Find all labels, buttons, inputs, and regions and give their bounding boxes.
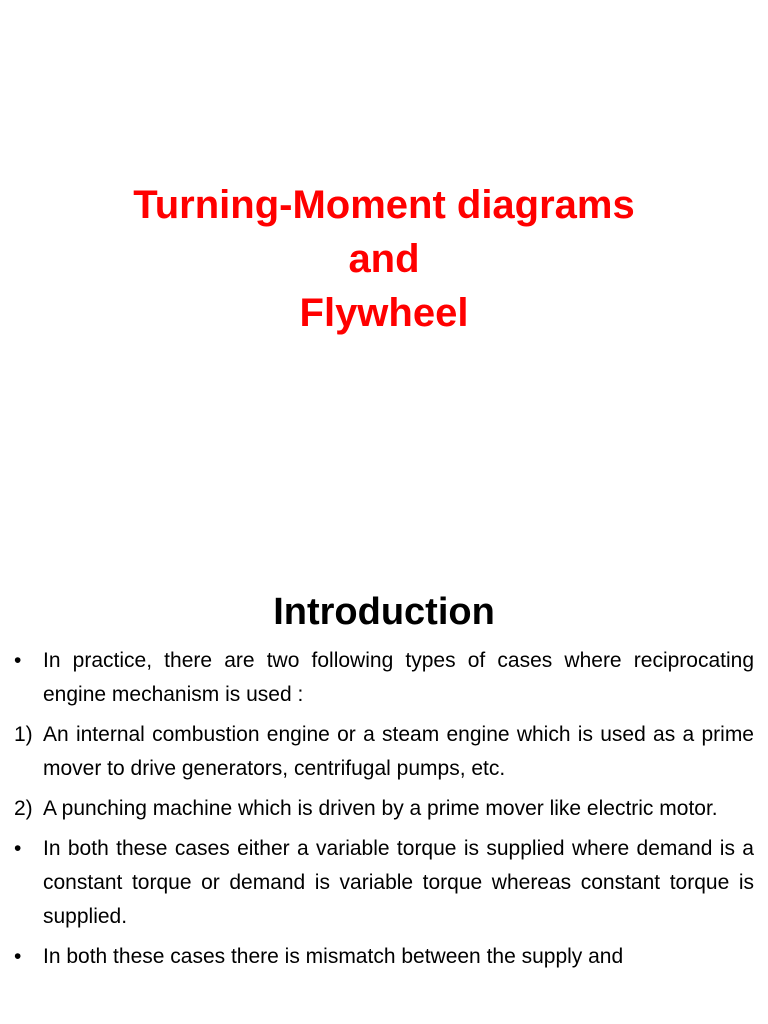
bullet-marker: • (14, 945, 22, 968)
list-item (14, 644, 754, 712)
list-item (14, 940, 754, 974)
bullet-marker: • (14, 837, 22, 860)
list-item-text: An internal combustion engine or a steam engine which is used as a prime mover to drive generators, centrifugal pumps, etc. (43, 723, 754, 780)
list-item-text: In both these cases there is mismatch between the supply and (43, 945, 624, 968)
title-line-1: Turning-Moment diagrams (133, 183, 635, 227)
introduction-slide (0, 576, 768, 1024)
title-line-3: Flywheel (299, 291, 469, 335)
bullet-marker: • (14, 649, 22, 672)
list-item (14, 792, 754, 826)
number-marker: 2) (14, 797, 33, 820)
introduction-heading: Introduction (273, 591, 495, 633)
number-marker: 1) (14, 723, 33, 746)
list-item (14, 718, 754, 786)
title-line-2: and (348, 237, 420, 281)
introduction-content (14, 644, 754, 980)
list-item-text: In practice, there are two following types of cases where reciprocating engine mechanism is used : (43, 649, 754, 706)
list-item-text: A punching machine which is driven by a prime mover like electric motor. (43, 797, 718, 820)
list-item (14, 832, 754, 934)
slide-title (0, 178, 768, 340)
list-item-text: In both these cases either a variable torque is supplied where demand is a constant torque or demand is variable torque whereas constant torque is supplied. (43, 837, 754, 928)
